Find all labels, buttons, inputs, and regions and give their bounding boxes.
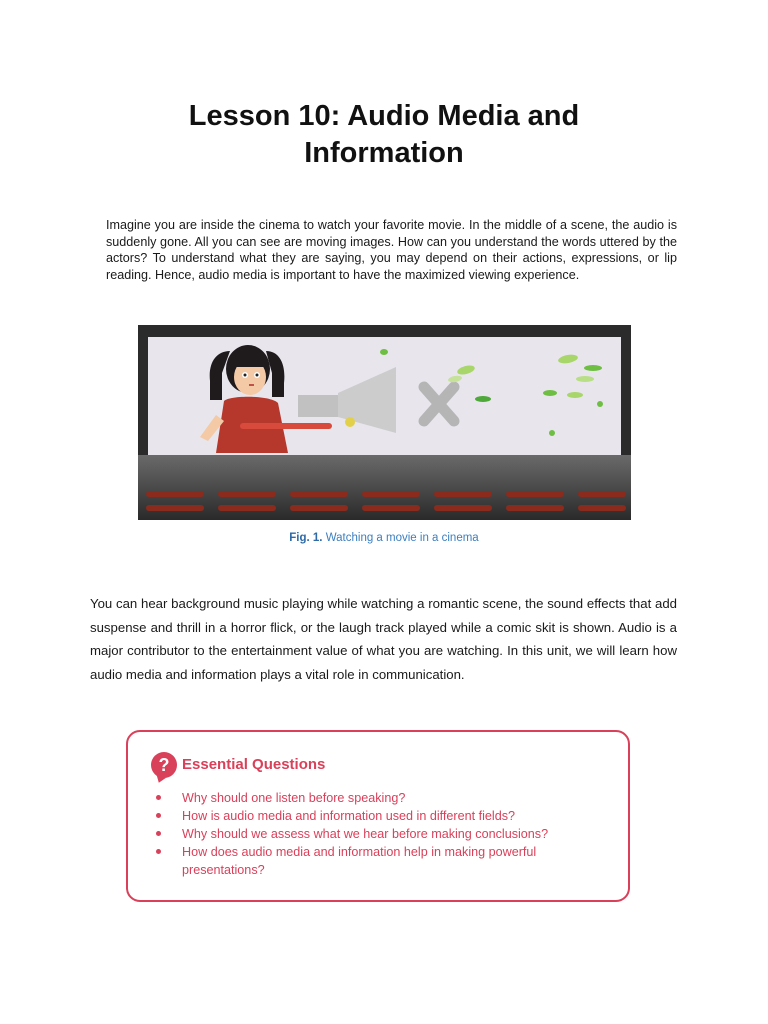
seat-row bbox=[578, 491, 626, 497]
caption-label: Fig. 1. bbox=[289, 532, 323, 544]
seat-row bbox=[146, 505, 204, 511]
body-paragraph: You can hear background music playing while watching a romantic scene, the sound effects that add suspense and thrill in a horror flick, or the laugh track played while a comic skit is shown. Audio is a major contributor to the entertainment value of what you are watching. In this unit, we will learn how audio media and information plays a vital role in communication. bbox=[90, 596, 677, 682]
seat-row bbox=[434, 491, 492, 497]
page-title bbox=[0, 98, 768, 172]
question-bubble-icon: ? bbox=[151, 752, 177, 778]
seat-row bbox=[218, 491, 276, 497]
seat-row bbox=[362, 505, 420, 511]
seat-row bbox=[218, 505, 276, 511]
title-line-1: Lesson 10: Audio Media and bbox=[188, 100, 580, 132]
seat-row bbox=[506, 505, 564, 511]
seat-row bbox=[290, 491, 348, 497]
seat-row bbox=[290, 505, 348, 511]
list-item: How does audio media and information help in making powerful presentations? bbox=[154, 843, 594, 879]
intro-paragraph: Imagine you are inside the cinema to watch your favorite movie. In the middle of a scene, the audio is suddenly gone. All you can see are moving images. How can you understand the words uttered by the actors? To understand what they are saying, you may depend on their actions, expressions, or lip reading. Hence, audio media is important to have the maximized viewing experience. bbox=[106, 218, 677, 282]
figure-caption bbox=[0, 532, 768, 544]
list-item: Why should one listen before speaking? bbox=[154, 789, 594, 807]
seat-row bbox=[146, 491, 204, 497]
essential-questions-heading: Essential Questions bbox=[182, 756, 326, 773]
seat-row bbox=[434, 505, 492, 511]
essential-questions-list bbox=[154, 789, 594, 879]
seat-row bbox=[362, 491, 420, 497]
cinema-svg bbox=[138, 325, 631, 520]
list-item: Why should we assess what we hear before making conclusions? bbox=[154, 825, 594, 843]
cinema-illustration bbox=[138, 325, 631, 520]
list-item: How is audio media and information used in different fields? bbox=[154, 807, 594, 825]
caption-text: Watching a movie in a cinema bbox=[325, 532, 479, 544]
seat-row bbox=[578, 505, 626, 511]
seat-row bbox=[506, 491, 564, 497]
title-line-2: Information bbox=[304, 137, 464, 169]
